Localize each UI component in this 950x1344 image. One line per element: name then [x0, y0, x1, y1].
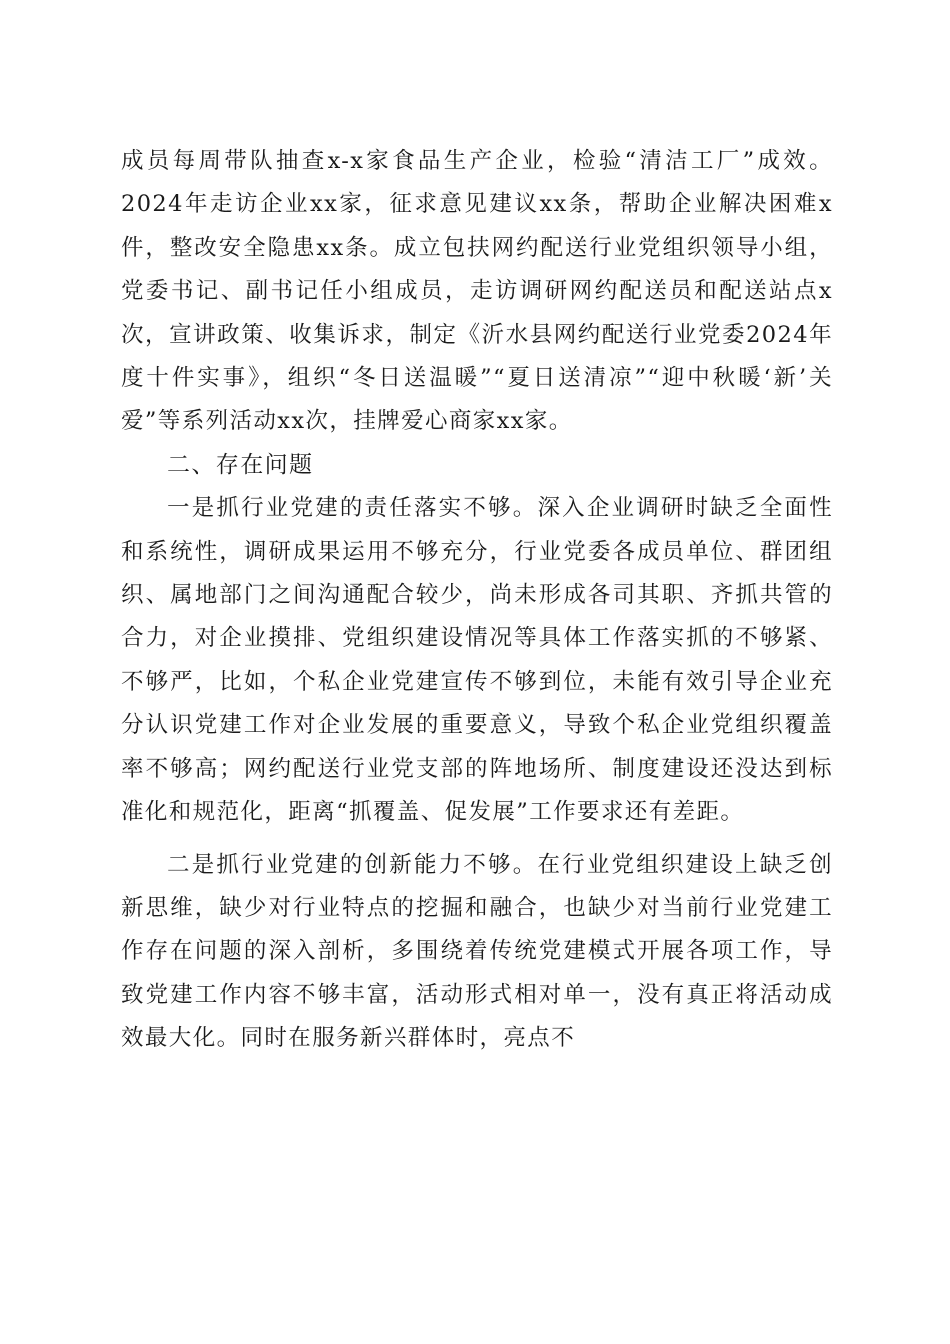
problem-1-lead: 一是抓行业党建的责任落实不够。 [167, 495, 538, 522]
problem-paragraph-2 [121, 844, 833, 1061]
document-body [121, 140, 833, 1061]
problem-1-body: 深入企业调研时缺乏全面性和系统性，调研成果运用不够充分，行业党委各成员单位、群团组织、属地部门之间沟通配合较少，尚未形成各司其职、齐抓共管的合力，对企业摸排、党组织建设情况等具体工作落实抓的不够紧、不够严，比如，个私企业党建宣传不够到位，未能有效引导企业充分认识党建工作对企业发展的重要意义，导致个私企业党组织覆盖率不够高；网约配送行业党支部的阵地场所、制度建设还没达到标准化和规范化，距离“抓覆盖、促发展”工作要求还有差距。 [121, 495, 833, 826]
problem-paragraph-1 [121, 487, 833, 834]
problem-2-lead: 二是抓行业党建的创新能力不够。 [167, 851, 538, 878]
paragraph-spacer [121, 835, 833, 844]
section-heading: 二、存在问题 [167, 451, 314, 478]
problem-2-body: 在行业党组织建设上缺乏创新思维，缺少对行业特点的挖掘和融合，也缺少对当前行业党建工作存在问题的深入剖析，多围绕着传统党建模式开展各项工作，导致党建工作内容不够丰富，活动形式相对单一，没有真正将活动成效最大化。同时在服务新兴群体时，亮点不 [121, 851, 833, 1052]
continued-paragraph: 成员每周带队抽查x-x家食品生产企业，检验“清洁工厂”成效。2024年走访企业xx家，征求意见建议xx条，帮助企业解决困难x件，整改安全隐患xx条。成立包扶网约配送行业党组织领导小组，党委书记、副书记任小组成员，走访调研网约配送员和配送站点x次，宣讲政策、收集诉求，制定《沂水县网约配送行业党委2024年度十件实事》，组织“冬日送温暖”“夏日送清凉”“迎中秋暖‘新’关爱”等系列活动xx次，挂牌爱心商家xx家。 [121, 148, 833, 435]
